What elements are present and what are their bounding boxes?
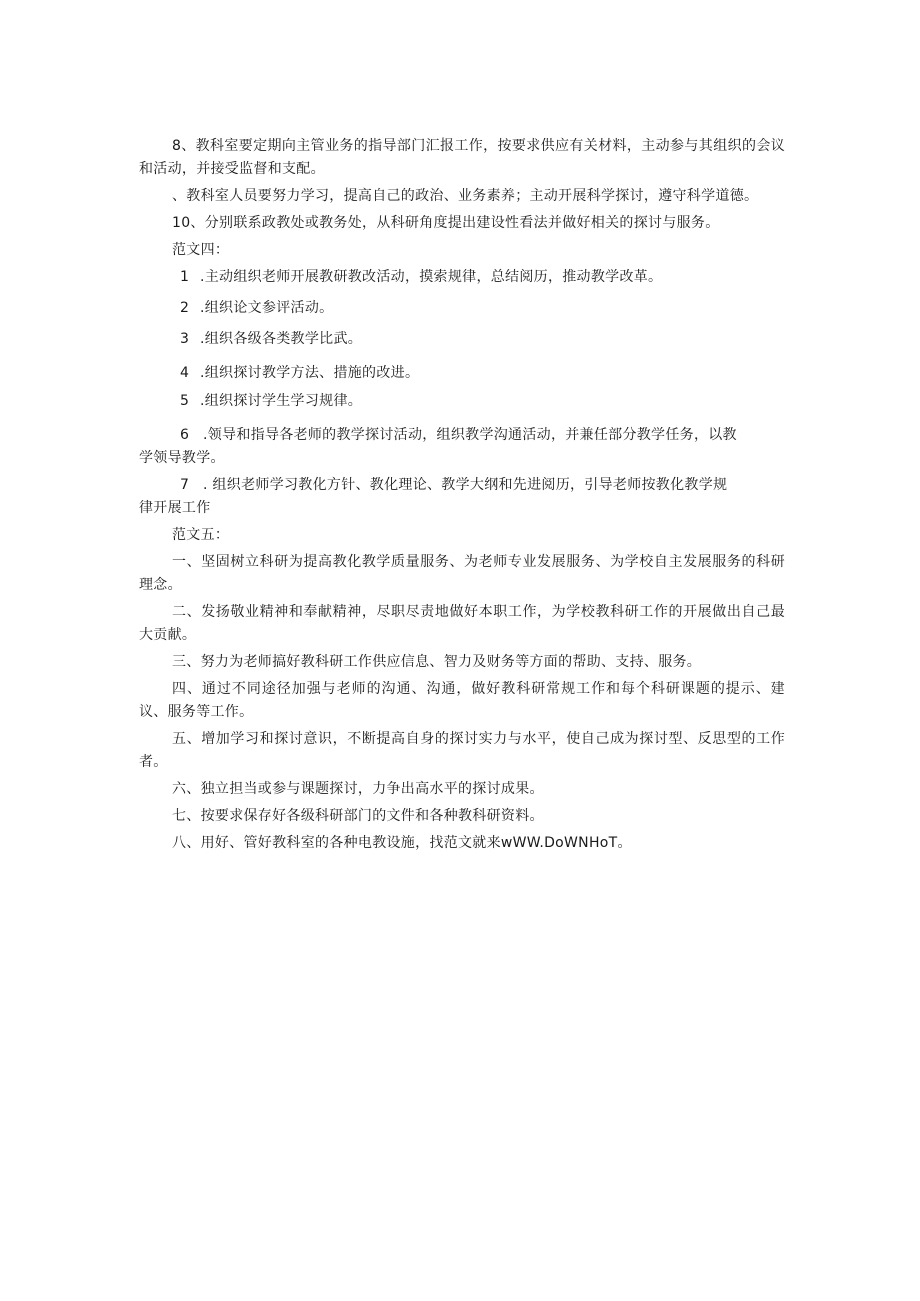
section-4-item-7 [139, 474, 785, 520]
paragraph-10: 10、分别联系政教处或教务处，从科研角度提出建设性看法并做好相关的探讨与服务。 [172, 215, 720, 231]
section-4-item-3 [139, 328, 785, 351]
section-4-item-4 [139, 362, 785, 385]
item-text: .组织探讨学生学习规律。 [200, 393, 363, 409]
section-5-heading: 范文五： [172, 527, 230, 543]
section-4-item-1 [139, 266, 785, 289]
section-5-paragraph-2: 二、发扬敬业精神和奉献精神，尽职尽责地做好本职工作，为学校教科研工作的开展做出自己最大贡献。 [139, 604, 785, 643]
paragraph-8: 8、教科室要定期向主管业务的指导部门汇报工作，按要求供应有关材料，主动参与其组织的会议和活动，并接受监督和支配。 [139, 138, 785, 177]
item-number: 5 [180, 393, 190, 409]
item-first-line [139, 474, 785, 497]
item-continuation: 学领导教学。 [139, 450, 225, 466]
section-4-item-5 [139, 390, 785, 413]
item-number: 7 [180, 477, 190, 493]
item-text: . 组织老师学习教化方针、教化理论、教学大纲和先进阅历，引导老师按教化教学规 [203, 477, 728, 493]
section-5-paragraph-5: 五、增加学习和探讨意识，不断提高自身的探讨实力与水平，使自己成为探讨型、反思型的工作者。 [139, 731, 785, 770]
item-text: .领导和指导各老师的教学探讨活动，组织教学沟通活动，并兼任部分教学任务，以教 [203, 427, 737, 443]
item-text: .组织各级各类教学比武。 [200, 331, 363, 347]
item-continuation: 律开展工作 [139, 500, 211, 516]
item-first-line [139, 424, 785, 447]
section-5-paragraph-6: 六、独立担当或参与课题探讨，力争出高水平的探讨成果。 [172, 781, 544, 797]
item-text: .主动组织老师开展教研教改活动，摸索规律，总结阅历，推动教学改革。 [200, 269, 663, 285]
section-5-paragraph-3: 三、努力为老师搞好教科研工作供应信息、智力及财务等方面的帮助、支持、服务。 [172, 654, 702, 670]
item-text: .组织探讨教学方法、措施的改进。 [200, 365, 420, 381]
section-5-paragraph-7: 七、按要求保存好各级科研部门的文件和各种教科研资料。 [172, 808, 544, 824]
section-5-paragraph-8: 八、用好、管好教科室的各种电教设施，找范文就来wWW.DoWNHoT。 [172, 835, 632, 851]
item-number: 6 [180, 427, 190, 443]
item-number: 1 [180, 269, 190, 285]
section-5-paragraph-4: 四、通过不同途径加强与老师的沟通、沟通，做好教科研常规工作和每个科研课题的提示、建议、服务等工作。 [139, 681, 785, 720]
section-4-heading: 范文四： [172, 242, 230, 258]
paragraph-9: 、教科室人员要努力学习，提高自己的政治、业务素养；主动开展科学探讨，遵守科学道德。 [172, 188, 759, 204]
item-text: .组织论文参评活动。 [200, 300, 334, 316]
item-number: 4 [180, 365, 190, 381]
section-4-item-2 [139, 297, 785, 320]
item-number: 3 [180, 331, 190, 347]
item-number: 2 [180, 300, 190, 316]
section-5-paragraph-1: 一、坚固树立科研为提高教化教学质量服务、为老师专业发展服务、为学校自主发展服务的科研理念。 [139, 554, 785, 593]
document-page [139, 135, 785, 859]
section-4-item-6 [139, 424, 785, 470]
